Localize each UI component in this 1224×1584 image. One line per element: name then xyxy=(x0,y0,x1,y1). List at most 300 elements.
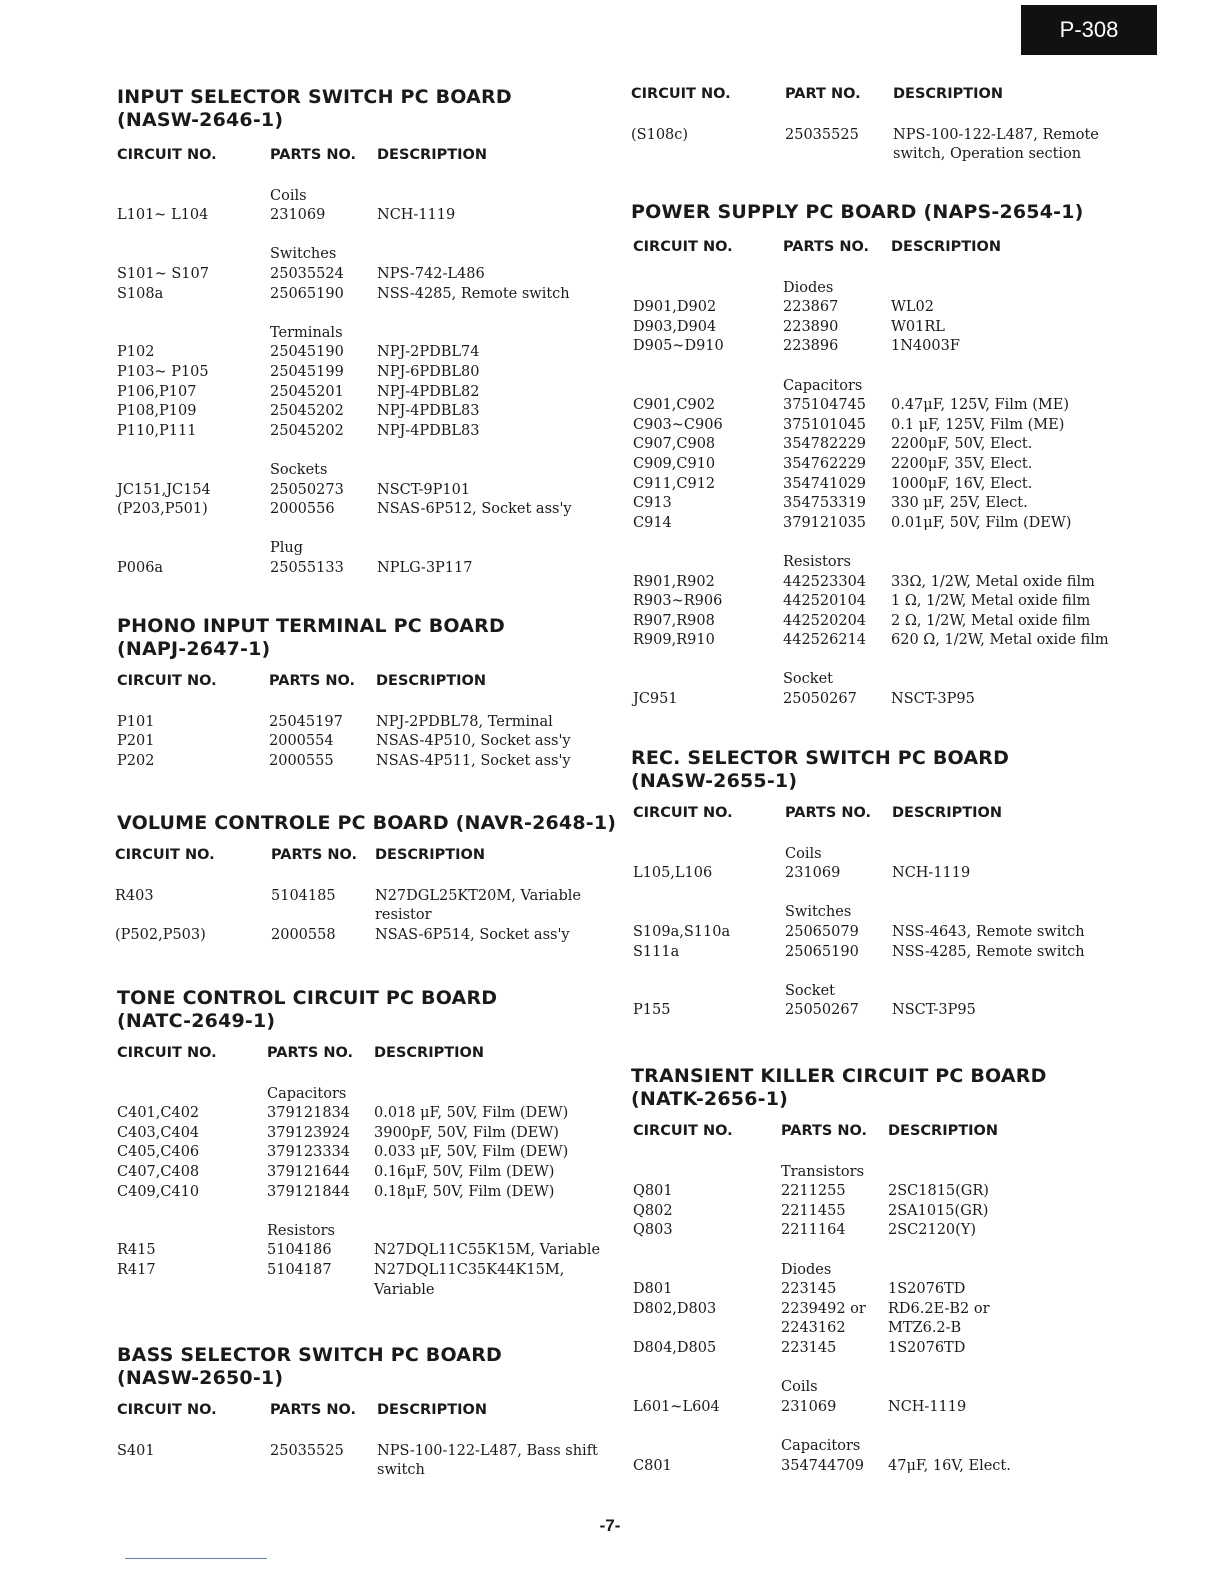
header-circuit-no: CIRCUIT NO. xyxy=(117,673,217,689)
circuit-no: C914 xyxy=(633,514,672,531)
description: NCH-1119 xyxy=(377,207,456,224)
table-row xyxy=(631,1398,1131,1418)
circuit-no: C903~C906 xyxy=(633,416,723,433)
parts-list xyxy=(631,1143,1131,1476)
table-row xyxy=(117,1422,617,1442)
section-title: POWER SUPPLY PC BOARD (NAPS-2654-1) xyxy=(631,201,1084,223)
header-circuit-no: CIRCUIT NO. xyxy=(115,847,215,863)
description: NPJ-4PDBL82 xyxy=(377,383,480,400)
parts-no: 442520204 xyxy=(783,612,867,629)
circuit-no: Q803 xyxy=(633,1222,673,1239)
table-row xyxy=(117,520,617,540)
table-row xyxy=(631,592,1131,612)
table-row xyxy=(631,573,1131,593)
table-row xyxy=(117,500,617,520)
parts-no: 25035525 xyxy=(785,126,859,143)
header-description: DESCRIPTION xyxy=(892,805,1002,821)
circuit-no: C401,C402 xyxy=(117,1105,200,1122)
description: NSCT-9P101 xyxy=(377,481,471,498)
parts-no: 25045190 xyxy=(270,344,344,361)
description: NPJ-2PDBL74 xyxy=(377,344,480,361)
description: 0.01μF, 50V, Film (DEW) xyxy=(891,514,1072,531)
description: 0.033 μF, 50V, Film (DEW) xyxy=(374,1144,569,1161)
table-row xyxy=(117,1442,617,1462)
circuit-no: JC151,JC154 xyxy=(117,481,211,498)
table-row xyxy=(117,867,617,887)
table-row xyxy=(117,1183,617,1203)
table-row xyxy=(117,206,617,226)
description: resistor xyxy=(375,907,432,924)
column-headers xyxy=(117,147,617,167)
parts-no: 223890 xyxy=(783,318,839,335)
parts-no: 231069 xyxy=(785,865,841,882)
table-row xyxy=(631,475,1131,495)
table-row xyxy=(117,422,617,442)
parts-no: 379121844 xyxy=(267,1183,351,1200)
parts-no: 5104185 xyxy=(271,887,336,904)
table-row xyxy=(631,553,1131,573)
table-row xyxy=(631,884,1131,904)
circuit-no: P108,P109 xyxy=(117,403,197,420)
parts-no: 354744709 xyxy=(781,1457,865,1474)
circuit-no: (P502,P503) xyxy=(115,926,206,943)
description: 2SC2120(Y) xyxy=(888,1222,977,1239)
description: NSS-4285, Remote switch xyxy=(377,285,570,302)
table-row xyxy=(631,357,1131,377)
description: 3900pF, 50V, Film (DEW) xyxy=(374,1124,559,1141)
description: Variable xyxy=(374,1281,435,1298)
table-row xyxy=(631,923,1131,943)
section-title: TRANSIENT KILLER CIRCUIT PC BOARD (NATK-2656-1) xyxy=(631,1065,1047,1110)
header-parts-no: PARTS NO. xyxy=(270,1402,357,1418)
parts-no: 25065079 xyxy=(785,923,859,940)
table-row xyxy=(631,494,1131,514)
parts-list xyxy=(117,1065,617,1300)
section-bass-selector xyxy=(117,1344,617,1481)
circuit-no: R403 xyxy=(115,887,154,904)
description: NCH-1119 xyxy=(892,865,971,882)
parts-no: Transistors xyxy=(781,1163,865,1180)
parts-no: Diodes xyxy=(783,279,834,296)
description: NSAS-4P510, Socket ass'y xyxy=(376,733,571,750)
circuit-no: D903,D904 xyxy=(633,318,717,335)
table-row xyxy=(631,318,1131,338)
circuit-no: P106,P107 xyxy=(117,383,197,400)
header-parts-no: PARTS NO. xyxy=(271,847,358,863)
description: WL02 xyxy=(891,299,934,316)
table-row xyxy=(631,1202,1131,1222)
table-row xyxy=(631,903,1131,923)
header-circuit-no: CIRCUIT NO. xyxy=(633,1123,733,1139)
table-row xyxy=(631,106,1131,126)
parts-no: Coils xyxy=(270,187,307,204)
table-row xyxy=(117,906,617,926)
description: N27DGL25KT20M, Variable xyxy=(375,887,581,904)
description: 1N4003F xyxy=(891,338,960,355)
parts-no: Socket xyxy=(785,982,835,999)
description: 620 Ω, 1/2W, Metal oxide film xyxy=(891,632,1109,649)
parts-no: 2211164 xyxy=(781,1222,846,1239)
column-headers xyxy=(117,673,617,693)
parts-list xyxy=(631,259,1131,710)
table-row xyxy=(117,1241,617,1261)
circuit-no: R903~R906 xyxy=(633,593,723,610)
circuit-no: D905~D910 xyxy=(633,338,724,355)
header-circuit-no: CIRCUIT NO. xyxy=(633,239,733,255)
table-row xyxy=(631,1359,1131,1379)
description: NPJ-4PDBL83 xyxy=(377,422,480,439)
parts-no: Coils xyxy=(781,1379,818,1396)
table-row xyxy=(117,402,617,422)
parts-no: Plug xyxy=(270,540,304,557)
table-row xyxy=(631,1261,1131,1281)
table-row xyxy=(631,1001,1131,1021)
table-row xyxy=(631,435,1131,455)
parts-no: 375104745 xyxy=(783,397,867,414)
table-row xyxy=(631,1163,1131,1183)
description: 2 Ω, 1/2W, Metal oxide film xyxy=(891,612,1091,629)
circuit-no: S101~ S107 xyxy=(117,265,209,282)
parts-no: 2239492 or xyxy=(781,1300,866,1317)
description: 2200μF, 50V, Elect. xyxy=(891,436,1033,453)
circuit-no: Q801 xyxy=(633,1183,673,1200)
parts-no: 379123924 xyxy=(267,1124,351,1141)
section-title: BASS SELECTOR SWITCH PC BOARD (NASW-2650-1) xyxy=(117,1344,503,1389)
parts-no: Terminals xyxy=(270,324,343,341)
parts-no: Switches xyxy=(270,246,337,263)
parts-no: Resistors xyxy=(783,553,851,570)
description: N27DQL11C55K15M, Variable xyxy=(374,1242,601,1259)
header-parts-no: PARTS NO. xyxy=(267,1045,354,1061)
table-row xyxy=(631,533,1131,553)
parts-no: 25035524 xyxy=(270,265,344,282)
table-row xyxy=(117,441,617,461)
section-title: TONE CONTROL CIRCUIT PC BOARD (NATC-2649-1) xyxy=(117,987,498,1032)
table-row xyxy=(117,1085,617,1105)
circuit-no: R417 xyxy=(117,1261,156,1278)
table-row xyxy=(117,539,617,559)
header-parts-no: PARTS NO. xyxy=(783,239,870,255)
parts-no: 379123334 xyxy=(267,1144,351,1161)
table-row xyxy=(117,926,617,946)
table-row xyxy=(631,1300,1131,1320)
circuit-no: L601~L604 xyxy=(633,1398,720,1415)
circuit-no: S401 xyxy=(117,1442,155,1459)
parts-no: 231069 xyxy=(270,207,326,224)
circuit-no: L105,L106 xyxy=(633,865,713,882)
table-row xyxy=(117,226,617,246)
circuit-no: P202 xyxy=(117,752,155,769)
description: NSS-4285, Remote switch xyxy=(892,943,1085,960)
circuit-no: S109a,S110a xyxy=(633,923,731,940)
table-row xyxy=(117,1222,617,1242)
circuit-no: R901,R902 xyxy=(633,573,715,590)
parts-no: 25050267 xyxy=(783,691,857,708)
header-description: DESCRIPTION xyxy=(888,1123,998,1139)
header-circuit-no: CIRCUIT NO. xyxy=(633,805,733,821)
parts-no: 2000558 xyxy=(271,926,336,943)
section-phono-input xyxy=(117,615,617,771)
parts-no: 223896 xyxy=(783,338,839,355)
description: 1S2076TD xyxy=(888,1339,966,1356)
table-row xyxy=(117,265,617,285)
table-row xyxy=(631,825,1131,845)
header-description: DESCRIPTION xyxy=(893,86,1003,102)
table-row xyxy=(631,962,1131,982)
description: NSCT-3P95 xyxy=(892,1002,976,1019)
description: NPS-100-122-L487, Remote xyxy=(893,126,1099,143)
description: switch xyxy=(377,1462,425,1479)
parts-no: 5104187 xyxy=(267,1261,332,1278)
table-row xyxy=(631,126,1131,146)
header-parts-no: PARTS NO. xyxy=(785,805,872,821)
description: 47μF, 16V, Elect. xyxy=(888,1457,1011,1474)
table-row xyxy=(631,1417,1131,1437)
header-description: DESCRIPTION xyxy=(891,239,1001,255)
description: 33Ω, 1/2W, Metal oxide film xyxy=(891,573,1095,590)
table-row xyxy=(117,1261,617,1281)
parts-no: Diodes xyxy=(781,1261,832,1278)
table-row xyxy=(631,455,1131,475)
description: N27DQL11C35K44K15M, xyxy=(374,1261,565,1278)
table-row xyxy=(117,752,617,772)
parts-no: 5104186 xyxy=(267,1242,332,1259)
description: NSS-4643, Remote switch xyxy=(892,923,1085,940)
parts-no: 442523304 xyxy=(783,573,867,590)
circuit-no: L101~ L104 xyxy=(117,207,209,224)
circuit-no: C913 xyxy=(633,495,672,512)
circuit-no: P201 xyxy=(117,733,155,750)
parts-no: 2243162 xyxy=(781,1320,846,1337)
table-row xyxy=(631,259,1131,279)
description: NPJ-6PDBL80 xyxy=(377,363,480,380)
circuit-no: P103~ P105 xyxy=(117,363,209,380)
table-row xyxy=(631,1457,1131,1477)
circuit-no: P101 xyxy=(117,713,155,730)
parts-no: 25045202 xyxy=(270,403,344,420)
parts-list xyxy=(117,167,617,578)
circuit-no: D801 xyxy=(633,1281,673,1298)
table-row xyxy=(117,343,617,363)
parts-no: 442526214 xyxy=(783,632,867,649)
page-number: -7- xyxy=(599,1516,621,1535)
header-parts-no: PARTS NO. xyxy=(270,147,357,163)
column-headers xyxy=(631,1123,1131,1143)
table-row xyxy=(631,279,1131,299)
table-row xyxy=(117,285,617,305)
description: NSAS-4P511, Socket ass'y xyxy=(376,752,571,769)
column-headers xyxy=(631,239,1131,259)
description: 2SA1015(GR) xyxy=(888,1202,989,1219)
table-row xyxy=(631,1280,1131,1300)
description: 1 Ω, 1/2W, Metal oxide film xyxy=(891,593,1091,610)
circuit-no: (S108c) xyxy=(631,126,689,143)
parts-no: 25045202 xyxy=(270,422,344,439)
parts-no: 2211255 xyxy=(781,1183,846,1200)
column-headers xyxy=(631,805,1131,825)
parts-no: 354782229 xyxy=(783,436,867,453)
table-row xyxy=(631,845,1131,865)
parts-no: 223145 xyxy=(781,1281,837,1298)
description: NSCT-3P95 xyxy=(891,691,975,708)
table-row xyxy=(117,1461,617,1481)
table-row xyxy=(117,1124,617,1144)
table-row xyxy=(117,713,617,733)
parts-no: Switches xyxy=(785,904,852,921)
section-power-supply xyxy=(631,201,1131,710)
header-description: DESCRIPTION xyxy=(376,673,486,689)
header-parts-no: PARTS NO. xyxy=(269,673,356,689)
table-row xyxy=(631,943,1131,963)
table-row xyxy=(117,304,617,324)
section-title: REC. SELECTOR SWITCH PC BOARD (NASW-2655-1) xyxy=(631,747,1010,792)
section-tone-control xyxy=(117,987,617,1300)
circuit-no: D804,D805 xyxy=(633,1339,717,1356)
circuit-no: S108a xyxy=(117,285,164,302)
header-description: DESCRIPTION xyxy=(375,847,485,863)
table-row xyxy=(631,670,1131,690)
column-headers xyxy=(117,847,617,867)
parts-no: 2211455 xyxy=(781,1202,846,1219)
table-row xyxy=(117,1281,617,1301)
section-volume-controle xyxy=(117,812,617,945)
table-row xyxy=(631,1319,1131,1339)
table-row xyxy=(117,1202,617,1222)
table-row xyxy=(117,1143,617,1163)
description: NPJ-2PDBL78, Terminal xyxy=(376,713,553,730)
parts-list xyxy=(631,825,1131,1021)
table-row xyxy=(117,887,617,907)
parts-list xyxy=(117,1422,617,1481)
parts-no: 354762229 xyxy=(783,455,867,472)
header-circuit-no: CIRCUIT NO. xyxy=(117,1045,217,1061)
table-row xyxy=(631,1437,1131,1457)
table-row xyxy=(117,1163,617,1183)
circuit-no: Q802 xyxy=(633,1202,673,1219)
circuit-no: C409,C410 xyxy=(117,1183,200,1200)
table-row xyxy=(117,324,617,344)
parts-no: 25045197 xyxy=(269,713,343,730)
circuit-no: D901,D902 xyxy=(633,299,717,316)
table-row xyxy=(117,732,617,752)
parts-no: 379121834 xyxy=(267,1105,351,1122)
parts-no: 223145 xyxy=(781,1339,837,1356)
parts-no: 25035525 xyxy=(270,1442,344,1459)
circuit-no: C909,C910 xyxy=(633,455,716,472)
column-headers xyxy=(631,86,1131,106)
section-bass-selector-continued xyxy=(631,86,1131,165)
parts-no: Capacitors xyxy=(781,1437,861,1454)
table-row xyxy=(117,693,617,713)
description: 1000μF, 16V, Elect. xyxy=(891,475,1033,492)
description: RD6.2E-B2 or xyxy=(888,1300,990,1317)
description: MTZ6.2-B xyxy=(888,1320,962,1337)
table-row xyxy=(631,864,1131,884)
parts-no: Coils xyxy=(785,845,822,862)
parts-no: 2000556 xyxy=(270,501,335,518)
table-row xyxy=(117,1065,617,1085)
table-row xyxy=(117,167,617,187)
parts-no: Socket xyxy=(783,671,833,688)
page-badge: P-308 xyxy=(1021,5,1157,55)
table-row xyxy=(631,377,1131,397)
parts-no: 354753319 xyxy=(783,495,867,512)
description: NPS-742-L486 xyxy=(377,265,485,282)
parts-no: 25065190 xyxy=(270,285,344,302)
table-row xyxy=(631,337,1131,357)
description: NPS-100-122-L487, Bass shift xyxy=(377,1442,598,1459)
header-parts-no: PART NO. xyxy=(785,86,861,102)
description: 1S2076TD xyxy=(888,1281,966,1298)
description: 0.1 μF, 125V, Film (ME) xyxy=(891,416,1065,433)
parts-no: 2000555 xyxy=(269,752,334,769)
table-row xyxy=(631,416,1131,436)
section-transient-killer xyxy=(631,1065,1131,1476)
header-description: DESCRIPTION xyxy=(374,1045,484,1061)
parts-list xyxy=(631,106,1131,165)
parts-no: Capacitors xyxy=(267,1085,347,1102)
circuit-no: C407,C408 xyxy=(117,1163,200,1180)
parts-no: Capacitors xyxy=(783,377,863,394)
description: NSAS-6P512, Socket ass'y xyxy=(377,501,572,518)
circuit-no: R909,R910 xyxy=(633,632,715,649)
table-row xyxy=(117,559,617,579)
column-headers xyxy=(117,1402,617,1422)
parts-no: Sockets xyxy=(270,461,328,478)
circuit-no: C901,C902 xyxy=(633,397,716,414)
description: 2200μF, 35V, Elect. xyxy=(891,455,1033,472)
description: NCH-1119 xyxy=(888,1398,967,1415)
parts-no: Resistors xyxy=(267,1222,335,1239)
description: 0.47μF, 125V, Film (ME) xyxy=(891,397,1070,414)
table-row xyxy=(117,245,617,265)
circuit-no: P155 xyxy=(633,1002,671,1019)
parts-no: 25045199 xyxy=(270,363,344,380)
circuit-no: C911,C912 xyxy=(633,475,716,492)
table-row xyxy=(631,1182,1131,1202)
description: 0.16μF, 50V, Film (DEW) xyxy=(374,1163,555,1180)
table-row xyxy=(631,982,1131,1002)
parts-no: 223867 xyxy=(783,299,839,316)
table-row xyxy=(631,1143,1131,1163)
section-title: VOLUME CONTROLE PC BOARD (NAVR-2648-1) xyxy=(117,812,617,834)
circuit-no: C403,C404 xyxy=(117,1124,200,1141)
table-row xyxy=(117,461,617,481)
table-row xyxy=(631,298,1131,318)
header-description: DESCRIPTION xyxy=(377,1402,487,1418)
table-row xyxy=(631,1221,1131,1241)
parts-no: 375101045 xyxy=(783,416,867,433)
description: NPLG-3P117 xyxy=(377,559,473,576)
table-row xyxy=(117,383,617,403)
header-description: DESCRIPTION xyxy=(377,147,487,163)
circuit-no: C907,C908 xyxy=(633,436,716,453)
table-row xyxy=(631,514,1131,534)
parts-no: 25045201 xyxy=(270,383,344,400)
table-row xyxy=(631,612,1131,632)
parts-no: 442520104 xyxy=(783,593,867,610)
description: switch, Operation section xyxy=(893,146,1082,163)
parts-no: 25050267 xyxy=(785,1002,859,1019)
description: NSAS-6P514, Socket ass'y xyxy=(375,926,570,943)
table-row xyxy=(631,1378,1131,1398)
description: W01RL xyxy=(891,318,945,335)
circuit-no: R907,R908 xyxy=(633,612,715,629)
table-row xyxy=(117,1104,617,1124)
header-circuit-no: CIRCUIT NO. xyxy=(631,86,731,102)
description: 2SC1815(GR) xyxy=(888,1183,989,1200)
header-circuit-no: CIRCUIT NO. xyxy=(117,147,217,163)
